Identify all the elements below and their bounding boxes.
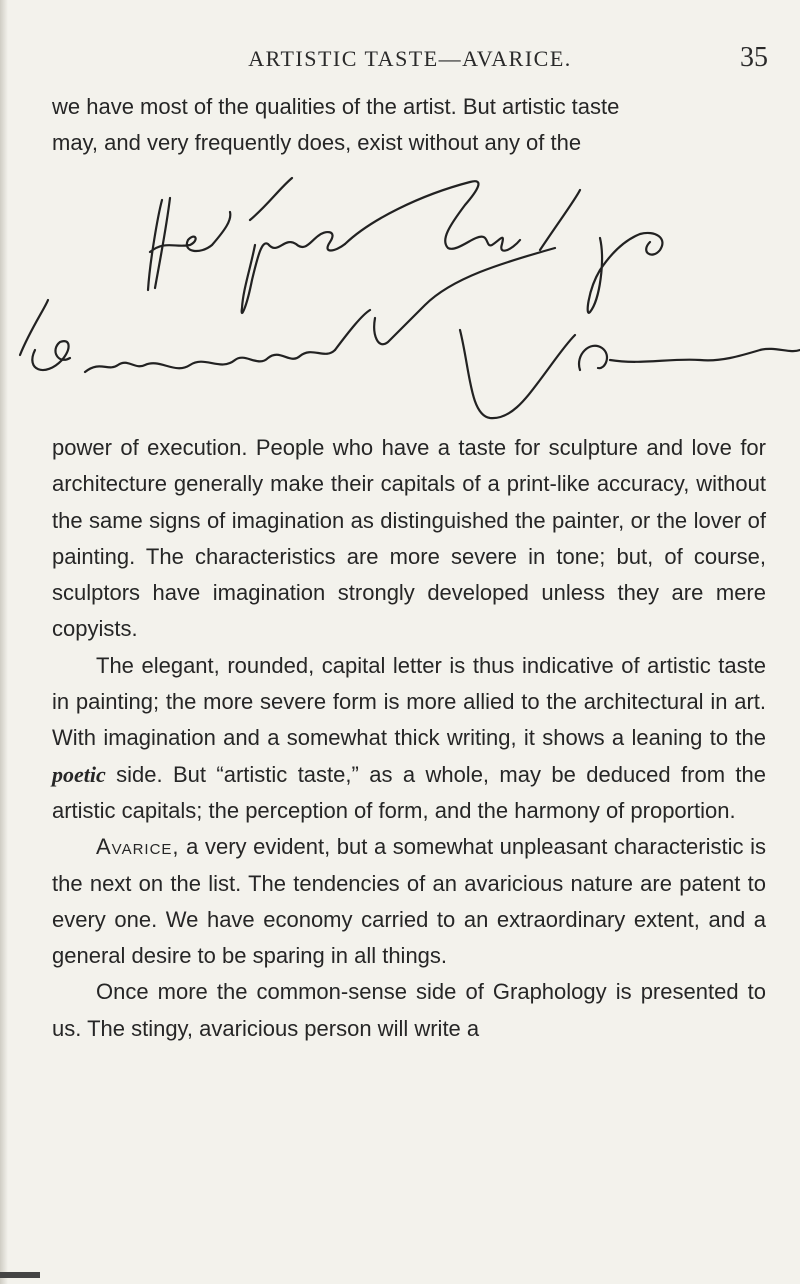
- paragraph-text: side. But “artistic taste,” as a whole, may be deduced from the artistic capitals; the perception of form, and the harmony of proportion.: [52, 761, 766, 823]
- emphasis-text: poetic: [52, 761, 106, 787]
- text-line: we have most of the qualities of the artist. But artistic taste: [52, 94, 620, 119]
- page-corner-mark: [0, 1272, 40, 1278]
- paragraph: power of execution. People who have a taste for sculpture and love for architecture generally make their capitals of a print-like accuracy, without the same signs of imagination as distinguished the painter, or the lover of painting. The characteristics are more severe in tone; but, of course, sculptors have imagination strongly developed unless they are mere copyists.: [52, 435, 766, 642]
- text-line: may, and very frequently does, exist without any of the: [52, 130, 582, 156]
- section-keyword: Avarice,: [96, 834, 180, 860]
- paragraph: [52, 648, 766, 829]
- paragraph-text: The elegant, rounded, capital letter is thus indicative of artistic taste in painting; the more severe form is more allied to the architectural in art. With imagination and a somewhat thick writing, it shows a leaning to the: [52, 652, 766, 751]
- running-head: [40, 40, 780, 80]
- paragraph-text: a very evident, but a somewhat unpleasant characteristic is the next on the list. The tendencies of an avaricious nature are patent to every one. We have economy carried to an extraordinary extent, and a general desire to be sparing in all things.: [52, 834, 766, 969]
- page-number: 35: [740, 42, 768, 73]
- handwriting-specimen-icon: [0, 160, 800, 420]
- top-text-block: [52, 89, 766, 162]
- bottom-text-block: [52, 430, 766, 1047]
- running-title: ARTISTIC TASTE—AVARICE.: [248, 46, 572, 71]
- paragraph: Once more the common-sense side of Graphology is presented to us. The stingy, avaricious person will write a: [52, 979, 766, 1041]
- paragraph: [52, 829, 766, 974]
